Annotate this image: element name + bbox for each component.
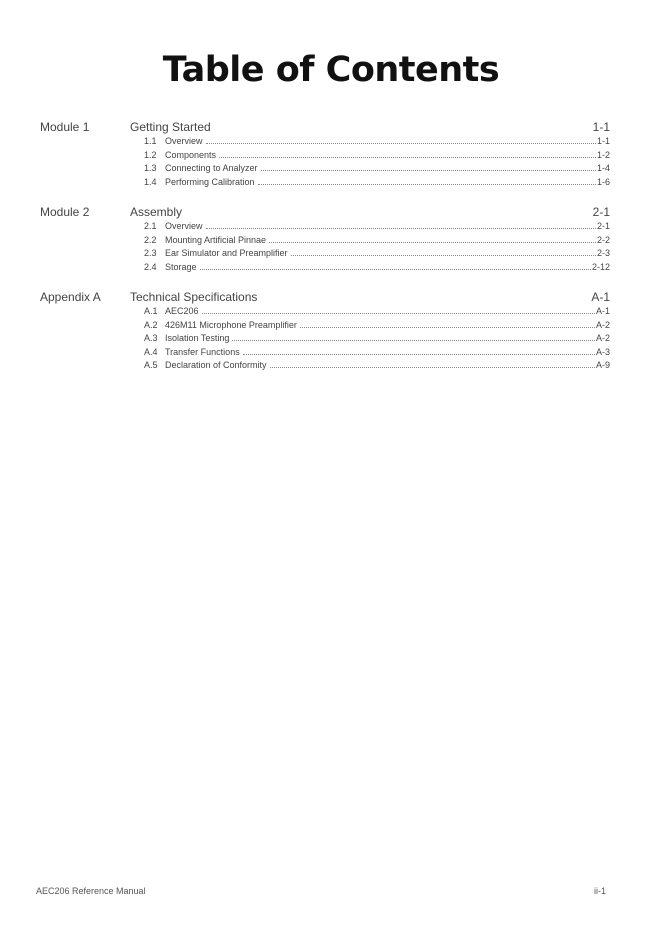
module-title: Getting Started	[130, 120, 211, 134]
module-label: Appendix A	[40, 290, 101, 304]
toc-entry[interactable]	[144, 306, 610, 320]
entry-page: 1-2	[596, 149, 610, 160]
entry-title: Performing Calibration	[165, 176, 255, 187]
entry-number: 2.4	[144, 261, 157, 272]
toc-module-2	[40, 205, 610, 275]
footer-document-title: AEC206 Reference Manual	[36, 886, 146, 896]
dot-leader	[206, 143, 596, 144]
entry-number: 2.1	[144, 221, 157, 231]
footer-page-number: ii-1	[593, 886, 606, 896]
entry-page: 2-1	[596, 221, 610, 231]
module-title: Assembly	[130, 205, 183, 219]
dot-leader	[291, 255, 596, 256]
module-page: A-1	[591, 290, 610, 304]
entry-page: A-2	[595, 319, 610, 330]
entry-page: 2-2	[596, 234, 610, 245]
entry-number: 1.4	[144, 176, 157, 187]
module-label: Module 2	[40, 205, 90, 219]
entry-number: A.5	[144, 360, 158, 370]
module-page: 2-1	[592, 205, 610, 219]
entry-title: Overview	[165, 136, 203, 146]
table-of-contents	[40, 120, 610, 389]
toc-entry[interactable]	[144, 360, 610, 374]
dot-leader	[300, 327, 595, 328]
toc-module-1	[40, 120, 610, 190]
entry-number: 1.1	[144, 136, 157, 146]
toc-entry[interactable]	[144, 235, 610, 249]
toc-entry[interactable]	[144, 248, 610, 262]
dot-leader	[200, 269, 591, 270]
entry-page: 1-4	[596, 163, 610, 173]
dot-leader	[261, 170, 596, 171]
dot-leader	[202, 313, 595, 314]
module-page: 1-1	[592, 120, 610, 134]
toc-entry[interactable]	[144, 136, 610, 150]
entry-number: 1.2	[144, 149, 157, 160]
entry-page: A-3	[595, 346, 610, 357]
entry-number: 2.2	[144, 234, 157, 245]
entry-page: A-9	[595, 360, 610, 370]
toc-entry[interactable]	[144, 333, 610, 347]
page-title: Table of Contents	[162, 50, 500, 90]
entry-title: Transfer Functions	[165, 346, 240, 357]
entry-title: 426M11 Microphone Preamplifier	[165, 319, 297, 330]
entry-title: Mounting Artificial Pinnae	[165, 234, 267, 245]
dot-leader	[243, 354, 595, 355]
entry-title: Declaration of Conformity	[165, 360, 267, 370]
toc-entry[interactable]	[144, 177, 610, 191]
entry-title: Storage	[165, 261, 197, 272]
entry-number: A.3	[144, 333, 158, 343]
entry-page: 1-1	[596, 136, 610, 146]
toc-entry[interactable]	[144, 221, 610, 235]
toc-entry[interactable]	[144, 262, 610, 276]
dot-leader	[219, 157, 596, 158]
entry-title: Components	[165, 149, 217, 160]
entry-number: A.2	[144, 319, 158, 330]
entry-number: A.1	[144, 306, 158, 316]
toc-module-heading[interactable]	[40, 205, 610, 221]
entry-title: Ear Simulator and Preamplifier	[165, 248, 288, 258]
toc-module-heading[interactable]	[40, 120, 610, 136]
entry-title: Isolation Testing	[165, 333, 230, 343]
dot-leader	[270, 367, 595, 368]
toc-entry[interactable]	[144, 150, 610, 164]
entry-number: 2.3	[144, 248, 157, 258]
entry-page: 2-12	[591, 261, 610, 272]
entry-page: 2-3	[596, 248, 610, 258]
module-title: Technical Specifications	[130, 290, 258, 304]
toc-entry[interactable]	[144, 320, 610, 334]
entry-number: 1.3	[144, 163, 157, 173]
entry-number: A.4	[144, 346, 158, 357]
dot-leader	[206, 228, 596, 229]
dot-leader	[232, 340, 595, 341]
entry-page: 1-6	[596, 176, 610, 187]
toc-entry[interactable]	[144, 347, 610, 361]
entry-page: A-1	[595, 306, 610, 316]
module-label: Module 1	[40, 120, 90, 134]
dot-leader	[258, 184, 596, 185]
entry-title: Overview	[165, 221, 203, 231]
toc-module-heading[interactable]	[40, 290, 610, 306]
entry-title: AEC206	[165, 306, 199, 316]
toc-entry[interactable]	[144, 163, 610, 177]
dot-leader	[269, 242, 596, 243]
entry-title: Connecting to Analyzer	[165, 163, 258, 173]
toc-appendix-a	[40, 290, 610, 374]
entry-page: A-2	[595, 333, 610, 343]
